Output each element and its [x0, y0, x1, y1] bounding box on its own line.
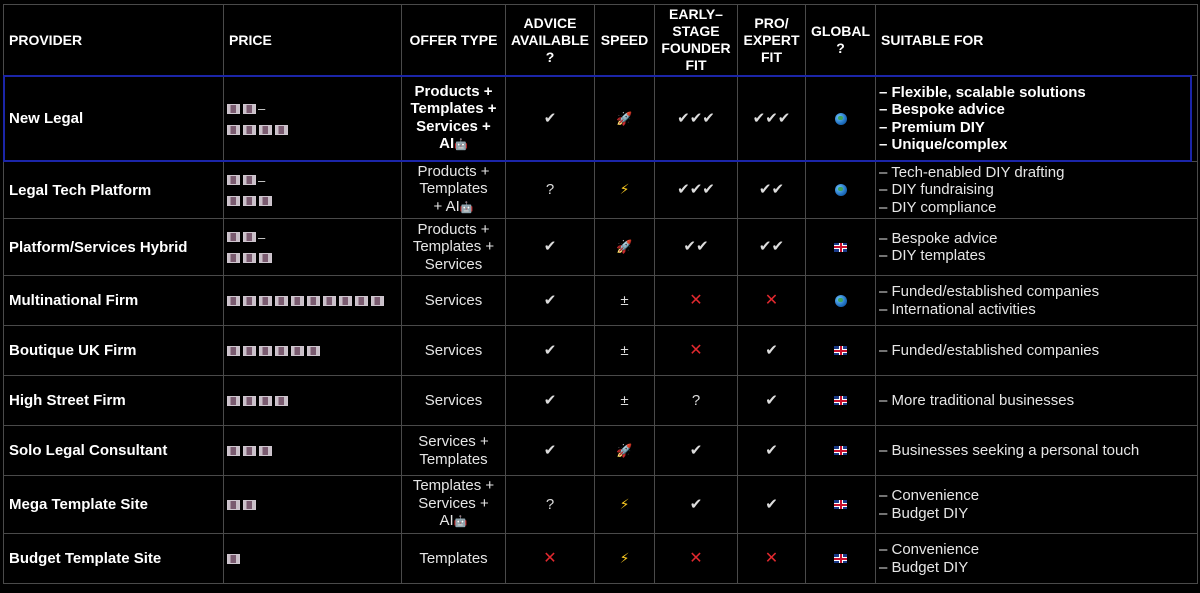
speed-value-rocket-icon: 🚀	[616, 239, 633, 255]
table-row	[4, 426, 1198, 476]
suitable-line: – More traditional businesses	[879, 391, 1075, 409]
banknote-icon	[259, 196, 272, 206]
provider-name: Multinational Firm	[9, 292, 139, 309]
offer-type-line: Products +	[417, 220, 490, 238]
founder-value-cross-icon: ✕	[689, 549, 703, 567]
table-row	[4, 376, 1198, 426]
price-line	[227, 228, 401, 245]
offer-type-cell	[402, 426, 506, 476]
price-cell	[224, 276, 402, 326]
offer-type-line: Templates +	[412, 238, 495, 256]
suitable-line: – DIY templates	[879, 247, 986, 264]
suitable-for-cell	[876, 376, 1198, 426]
price-line	[227, 249, 401, 266]
founder-cell	[655, 476, 738, 534]
speed-value-lightning-icon: ⚡	[619, 181, 630, 198]
banknote-icon	[227, 104, 240, 114]
price-cell	[224, 376, 402, 426]
price-banknotes	[227, 342, 323, 359]
banknote-icon	[227, 196, 240, 206]
header-provider: PROVIDER	[4, 5, 224, 76]
price-cell	[224, 534, 402, 584]
speed-cell	[595, 276, 655, 326]
advice-value: ✔	[543, 341, 557, 359]
advice-value-cross-icon: ✕	[543, 549, 557, 567]
pro-value: ✔	[765, 341, 778, 359]
price-banknotes	[227, 121, 291, 138]
suitable-line: – Budget DIY	[879, 558, 969, 576]
suitable-line: – Flexible, scalable solutions	[879, 83, 1086, 101]
global-value-uk-flag-icon	[834, 346, 847, 355]
suitable-line: – Convenience	[879, 541, 980, 558]
global-value-globe-icon	[835, 295, 847, 307]
price-banknotes	[227, 550, 243, 567]
header-global: GLOBAL ?	[806, 5, 876, 76]
founder-cell	[655, 219, 738, 276]
price-line	[227, 550, 401, 567]
suitable-line: – International activities	[879, 300, 1036, 318]
provider-cell	[4, 219, 224, 276]
advice-cell	[506, 76, 595, 162]
pro-value-cross-icon: ✕	[764, 549, 779, 567]
founder-cell	[655, 376, 738, 426]
banknote-icon	[291, 296, 304, 306]
price-line	[227, 100, 401, 117]
global-value-globe-icon	[835, 184, 847, 196]
offer-type-cell	[402, 326, 506, 376]
speed-cell	[595, 326, 655, 376]
price-cell	[224, 219, 402, 276]
banknote-icon	[259, 253, 272, 263]
offer-type-line: Templates +	[410, 100, 497, 117]
advice-value: ✔	[543, 109, 557, 127]
banknote-icon	[227, 346, 240, 356]
price-line	[227, 192, 401, 209]
suitable-for-cell	[876, 162, 1198, 219]
pro-cell	[738, 426, 806, 476]
price-banknotes	[227, 100, 259, 117]
banknote-icon	[243, 196, 256, 206]
suitable-for-cell	[876, 219, 1198, 276]
founder-value: ?	[691, 391, 701, 409]
banknote-icon	[355, 296, 368, 306]
suitable-line: – Tech-enabled DIY drafting	[879, 163, 1065, 181]
robot-icon: 🤖	[454, 139, 468, 151]
suitable-line: – Unique/complex	[879, 136, 1008, 153]
suitable-for-cell	[876, 534, 1198, 584]
banknote-icon	[371, 296, 384, 306]
price-line	[227, 392, 401, 409]
banknote-icon	[243, 446, 256, 456]
suitable-for-cell	[876, 76, 1198, 162]
provider-cell	[4, 76, 224, 162]
price-banknotes	[227, 292, 387, 309]
speed-cell	[595, 426, 655, 476]
founder-value: ✔✔✔	[677, 181, 715, 199]
suitable-line: – Funded/established companies	[879, 283, 1100, 300]
founder-value-cross-icon: ✕	[689, 291, 703, 309]
provider-cell	[4, 162, 224, 219]
banknote-icon	[227, 446, 240, 456]
provider-cell	[4, 476, 224, 534]
banknote-icon	[227, 296, 240, 306]
global-value-uk-flag-icon	[834, 500, 847, 509]
speed-cell	[595, 376, 655, 426]
price-line	[227, 342, 401, 359]
offer-type-cell	[402, 76, 506, 162]
global-cell	[806, 219, 876, 276]
global-cell	[806, 162, 876, 219]
offer-type-line: Services	[424, 391, 483, 409]
banknote-icon	[307, 346, 320, 356]
provider-name: High Street Firm	[9, 392, 126, 409]
advice-cell	[506, 376, 595, 426]
advice-cell	[506, 326, 595, 376]
banknote-icon	[275, 396, 288, 406]
provider-cell	[4, 326, 224, 376]
price-cell	[224, 476, 402, 534]
speed-value: ±	[620, 341, 629, 359]
price-cell	[224, 426, 402, 476]
advice-value: ?	[545, 181, 555, 199]
banknote-icon	[243, 346, 256, 356]
suitable-line: – Convenience	[879, 487, 980, 504]
speed-value-rocket-icon: 🚀	[616, 110, 633, 126]
founder-cell	[655, 534, 738, 584]
suitable-for-cell	[876, 426, 1198, 476]
banknote-icon	[243, 296, 256, 306]
table-row	[4, 534, 1198, 584]
speed-cell	[595, 76, 655, 162]
speed-value-lightning-icon: ⚡	[619, 549, 630, 566]
offer-type-cell	[402, 476, 506, 534]
banknote-icon	[259, 296, 272, 306]
provider-name: Budget Template Site	[9, 550, 162, 567]
suitable-line: – Funded/established companies	[879, 341, 1100, 359]
banknote-icon	[227, 554, 240, 564]
founder-cell	[655, 426, 738, 476]
advice-value: ✔	[543, 391, 557, 409]
banknote-icon	[243, 500, 256, 510]
price-line	[227, 171, 401, 188]
suitable-line: – Bespoke advice	[879, 101, 1005, 118]
offer-type-line: Templates	[419, 180, 488, 198]
price-range-dash: –	[258, 101, 266, 117]
offer-type-line: Services	[424, 341, 483, 359]
founder-cell	[655, 76, 738, 162]
suitable-line: – Budget DIY	[879, 504, 969, 522]
banknote-icon	[259, 396, 272, 406]
pro-value: ✔	[765, 495, 778, 513]
pro-cell	[738, 476, 806, 534]
price-banknotes	[227, 496, 259, 513]
price-cell	[224, 162, 402, 219]
pro-cell	[738, 162, 806, 219]
provider-cell	[4, 276, 224, 326]
price-banknotes	[227, 171, 259, 188]
suitable-for-cell	[876, 276, 1198, 326]
banknote-icon	[227, 253, 240, 263]
speed-value: ±	[620, 291, 629, 309]
banknote-icon	[323, 296, 336, 306]
header-advice	[506, 5, 595, 76]
pro-value: ✔✔	[758, 181, 785, 199]
banknote-icon	[275, 346, 288, 356]
provider-name: Boutique UK Firm	[9, 342, 137, 359]
table-row	[4, 76, 1198, 162]
banknote-icon	[275, 296, 288, 306]
advice-value: ✔	[543, 441, 557, 459]
suitable-line: – Businesses seeking a personal touch	[879, 441, 1140, 459]
global-cell	[806, 534, 876, 584]
global-value-uk-flag-icon	[834, 554, 847, 563]
banknote-icon	[243, 232, 256, 242]
speed-cell	[595, 162, 655, 219]
comparison-table	[3, 4, 1198, 584]
price-line	[227, 121, 401, 138]
suitable-for-cell	[876, 476, 1198, 534]
banknote-icon	[259, 346, 272, 356]
pro-value: ✔	[765, 441, 778, 459]
banknote-icon	[227, 175, 240, 185]
price-range-dash: –	[258, 229, 266, 245]
founder-cell	[655, 326, 738, 376]
banknote-icon	[259, 446, 272, 456]
advice-value: ?	[545, 495, 555, 513]
header-pro-fit: PRO/ EXPERT FIT	[738, 5, 806, 76]
banknote-icon	[243, 396, 256, 406]
header-offer-type: OFFER TYPE	[402, 5, 506, 76]
suitable-line: – Bespoke advice	[879, 229, 998, 247]
founder-value: ✔	[689, 495, 703, 513]
price-line	[227, 292, 401, 309]
banknote-icon	[227, 125, 240, 135]
suitable-line: – DIY fundraising	[879, 181, 994, 199]
offer-type-line: Products +	[414, 82, 493, 100]
offer-type-line: Services +	[418, 433, 489, 450]
global-cell	[806, 76, 876, 162]
provider-name: Platform/Services Hybrid	[9, 238, 188, 256]
banknote-icon	[243, 125, 256, 135]
banknote-icon	[227, 232, 240, 242]
founder-value: ✔✔	[683, 238, 709, 256]
global-value-uk-flag-icon	[834, 446, 847, 455]
table-row	[4, 219, 1198, 276]
provider-cell	[4, 426, 224, 476]
provider-name: New Legal	[9, 110, 84, 127]
founder-cell	[655, 162, 738, 219]
banknote-icon	[243, 104, 256, 114]
banknote-icon	[307, 296, 320, 306]
advice-value: ✔	[543, 238, 557, 256]
offer-type-line: AI🤖	[402, 512, 505, 532]
pro-value: ✔✔✔	[752, 109, 791, 127]
banknote-icon	[227, 396, 240, 406]
founder-value-cross-icon: ✕	[689, 341, 703, 359]
offer-type-line: + AI🤖	[402, 198, 505, 218]
price-line	[227, 496, 401, 513]
header-price: PRICE	[224, 5, 402, 76]
banknote-icon	[291, 346, 304, 356]
table-row	[4, 476, 1198, 534]
suitable-line: – DIY compliance	[879, 198, 997, 216]
advice-cell	[506, 162, 595, 219]
header-advice-label: ADVICE AVAILABLE ?	[510, 14, 590, 65]
offer-type-line: Services	[424, 291, 483, 309]
price-banknotes	[227, 192, 275, 209]
provider-cell	[4, 534, 224, 584]
pro-cell	[738, 76, 806, 162]
founder-value: ✔	[689, 441, 703, 459]
banknote-icon	[227, 500, 240, 510]
price-banknotes	[227, 392, 291, 409]
offer-type-line: Templates +	[412, 477, 495, 495]
offer-type-line: Templates	[419, 549, 488, 567]
advice-cell	[506, 426, 595, 476]
provider-name: Mega Template Site	[9, 496, 148, 513]
table-row	[4, 326, 1198, 376]
header-speed: SPEED	[595, 5, 655, 76]
speed-cell	[595, 219, 655, 276]
speed-cell	[595, 534, 655, 584]
pro-cell	[738, 376, 806, 426]
price-banknotes	[227, 442, 275, 459]
banknote-icon	[259, 125, 272, 135]
price-cell	[224, 326, 402, 376]
robot-icon: 🤖	[453, 516, 468, 529]
pro-cell	[738, 534, 806, 584]
offer-type-line: Services	[424, 255, 483, 273]
offer-type-cell	[402, 534, 506, 584]
global-cell	[806, 426, 876, 476]
provider-name: Solo Legal Consultant	[9, 442, 168, 459]
suitable-line: – Premium DIY	[879, 118, 985, 136]
suitable-for-cell	[876, 326, 1198, 376]
robot-icon: 🤖	[459, 201, 474, 214]
founder-cell	[655, 276, 738, 326]
banknote-icon	[275, 125, 288, 135]
speed-value: ±	[620, 391, 629, 409]
price-range-dash: –	[258, 172, 266, 188]
banknote-icon	[243, 175, 256, 185]
offer-type-line: Services +	[416, 117, 491, 135]
offer-type-cell	[402, 162, 506, 219]
advice-cell	[506, 476, 595, 534]
pro-value: ✔✔	[758, 238, 785, 256]
global-value-uk-flag-icon	[834, 243, 847, 252]
pro-cell	[738, 326, 806, 376]
advice-cell	[506, 276, 595, 326]
offer-type-cell	[402, 276, 506, 326]
global-cell	[806, 326, 876, 376]
header-suitable-for: SUITABLE FOR	[876, 5, 1198, 76]
pro-cell	[738, 276, 806, 326]
pro-value-cross-icon: ✕	[764, 291, 779, 309]
table-row	[4, 276, 1198, 326]
offer-type-line: Services +	[418, 494, 489, 512]
advice-cell	[506, 534, 595, 584]
global-value-globe-icon	[835, 113, 847, 125]
offer-type-cell	[402, 376, 506, 426]
provider-name: Legal Tech Platform	[9, 181, 152, 199]
table-row	[4, 162, 1198, 219]
provider-cell	[4, 376, 224, 426]
advice-cell	[506, 219, 595, 276]
offer-type-line: AI🤖	[402, 135, 505, 155]
price-banknotes	[227, 249, 275, 266]
founder-value: ✔✔✔	[677, 109, 715, 127]
speed-value-rocket-icon: 🚀	[616, 442, 633, 458]
offer-type-cell	[402, 219, 506, 276]
pro-value: ✔	[765, 391, 778, 409]
price-banknotes	[227, 228, 259, 245]
speed-cell	[595, 476, 655, 534]
price-cell	[224, 76, 402, 162]
pro-cell	[738, 219, 806, 276]
offer-type-line: Templates	[419, 450, 488, 468]
header-founder-fit: EARLY–STAGE FOUNDER FIT	[655, 5, 738, 76]
advice-value: ✔	[543, 291, 557, 309]
banknote-icon	[243, 253, 256, 263]
global-cell	[806, 376, 876, 426]
global-cell	[806, 276, 876, 326]
banknote-icon	[339, 296, 352, 306]
price-line	[227, 442, 401, 459]
global-cell	[806, 476, 876, 534]
offer-type-line: Products +	[417, 162, 490, 180]
global-value-uk-flag-icon	[834, 396, 847, 405]
speed-value-lightning-icon: ⚡	[619, 495, 630, 512]
header-row	[4, 5, 1198, 76]
